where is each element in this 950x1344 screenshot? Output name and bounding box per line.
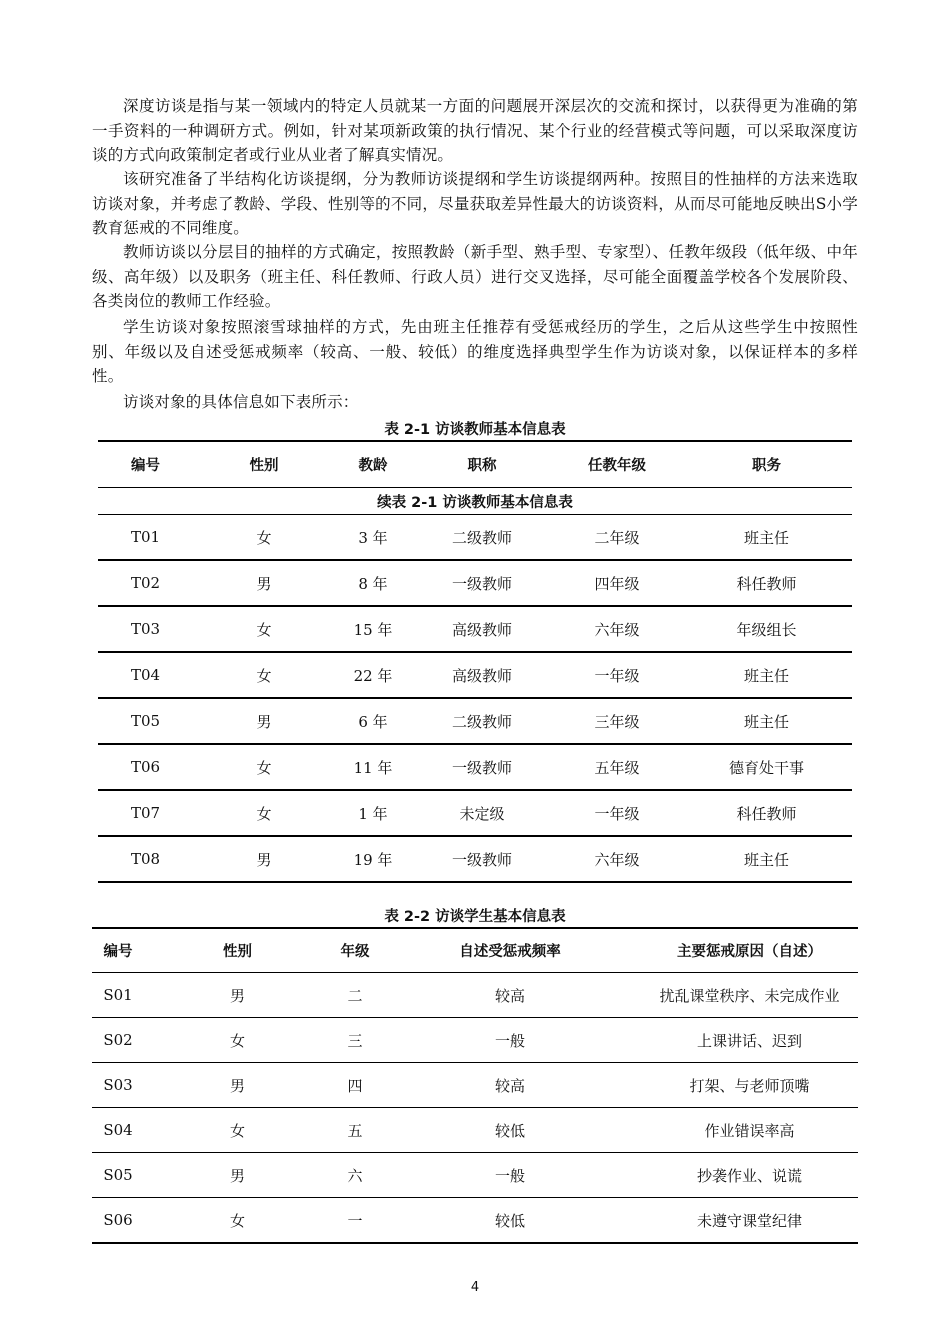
table2-header-cell: 编号 bbox=[92, 928, 144, 973]
table-cell: 较高 bbox=[379, 1063, 641, 1108]
table-cell: 二级教师 bbox=[411, 515, 553, 561]
table-cell: 男 bbox=[144, 1063, 331, 1108]
page-number: 4 bbox=[470, 1280, 480, 1295]
table-cell: 女 bbox=[193, 790, 335, 836]
table-cell: 男 bbox=[144, 973, 331, 1018]
table-cell: 一般 bbox=[379, 1153, 641, 1198]
table-cell: 班主任 bbox=[681, 836, 852, 882]
table-cell: S05 bbox=[92, 1153, 144, 1198]
table-cell: 女 bbox=[193, 515, 335, 561]
table-cell: 五 bbox=[331, 1108, 379, 1153]
table-row bbox=[92, 1018, 858, 1063]
table-cell: 6 年 bbox=[335, 698, 411, 744]
table-row bbox=[98, 790, 852, 836]
table-cell: 11 年 bbox=[335, 744, 411, 790]
table-cell: 女 bbox=[144, 1018, 331, 1063]
table-cell: 女 bbox=[193, 744, 335, 790]
table-cell: T05 bbox=[98, 698, 193, 744]
table-cell: 一 bbox=[331, 1198, 379, 1244]
table-row bbox=[98, 744, 852, 790]
table-cell: 四年级 bbox=[553, 560, 681, 606]
table2-header-cell: 性别 bbox=[144, 928, 331, 973]
table-cell: S02 bbox=[92, 1018, 144, 1063]
table2-header-cell: 主要惩戒原因（自述） bbox=[641, 928, 858, 973]
table1-header-cell: 职务 bbox=[752, 458, 781, 474]
table-cell: 8 年 bbox=[335, 560, 411, 606]
table-cell: 三年级 bbox=[553, 698, 681, 744]
table-cell: 扰乱课堂秩序、未完成作业 bbox=[641, 973, 858, 1018]
paragraph-1: 深度访谈是指与某一领域内的特定人员就某一方面的问题展开深层次的交流和探讨，以获得更为准确的第一手资料的一种调研方式。例如，针对某项新政策的执行情况、某个行业的经营模式等问题，可以采取深度访谈的方式向政策制定者或行业从业者了解真实情况。 bbox=[92, 97, 858, 164]
table-cell: 一级教师 bbox=[411, 560, 553, 606]
table-cell: 班主任 bbox=[681, 698, 852, 744]
table1-header-row bbox=[98, 441, 852, 488]
table-row bbox=[98, 652, 852, 698]
table-cell: 高级教师 bbox=[411, 652, 553, 698]
table-cell: 六 bbox=[331, 1153, 379, 1198]
table-cell: T08 bbox=[98, 836, 193, 882]
table-cell: 六年级 bbox=[553, 836, 681, 882]
table-cell: S04 bbox=[92, 1108, 144, 1153]
table-cell: 抄袭作业、说谎 bbox=[641, 1153, 858, 1198]
table-cell: 班主任 bbox=[681, 652, 852, 698]
table-row bbox=[92, 1063, 858, 1108]
student-info-table bbox=[92, 927, 858, 1244]
table-cell: 女 bbox=[193, 652, 335, 698]
table-cell: 一年级 bbox=[553, 790, 681, 836]
table1-continued-caption: 续表 2-1 访谈教师基本信息表 bbox=[98, 488, 852, 515]
table-cell: S01 bbox=[92, 973, 144, 1018]
table-cell: S03 bbox=[92, 1063, 144, 1108]
table-cell: 男 bbox=[144, 1153, 331, 1198]
table-cell: 六年级 bbox=[553, 606, 681, 652]
table-cell: 一年级 bbox=[553, 652, 681, 698]
table-cell: T02 bbox=[98, 560, 193, 606]
table-row bbox=[98, 560, 852, 606]
table-cell: 高级教师 bbox=[411, 606, 553, 652]
paragraph-4: 学生访谈对象按照滚雪球抽样的方式，先由班主任推荐有受惩戒经历的学生，之后从这些学生中按照性别、年级以及自述受惩戒频率（较高、一般、较低）的维度选择典型学生作为访谈对象，以保证样本的多样性。 bbox=[92, 318, 858, 385]
table-cell: 19 年 bbox=[335, 836, 411, 882]
table-cell: 五年级 bbox=[553, 744, 681, 790]
table-row bbox=[98, 836, 852, 882]
table-cell: 二 bbox=[331, 973, 379, 1018]
table-cell: 男 bbox=[193, 698, 335, 744]
table-cell: T06 bbox=[98, 744, 193, 790]
table1-continued-caption-row bbox=[98, 488, 852, 515]
table-cell: 较高 bbox=[379, 973, 641, 1018]
table-cell: T07 bbox=[98, 790, 193, 836]
table-cell: 1 年 bbox=[335, 790, 411, 836]
table-cell: 女 bbox=[144, 1198, 331, 1244]
teacher-info-table bbox=[98, 440, 852, 883]
table-cell: 一级教师 bbox=[411, 744, 553, 790]
table2-caption: 表 2-2 访谈学生基本信息表 bbox=[384, 909, 566, 925]
table-cell: 打架、与老师顶嘴 bbox=[641, 1063, 858, 1108]
table-cell: 四 bbox=[331, 1063, 379, 1108]
table-row bbox=[98, 698, 852, 744]
table2-header-cell: 年级 bbox=[331, 928, 379, 973]
table-cell: 上课讲话、迟到 bbox=[641, 1018, 858, 1063]
table1-header-cell: 编号 bbox=[131, 458, 160, 474]
table-cell: 一般 bbox=[379, 1018, 641, 1063]
table-cell: 科任教师 bbox=[681, 790, 852, 836]
table2-header-row bbox=[92, 928, 858, 973]
table-cell: 德育处干事 bbox=[681, 744, 852, 790]
table-cell: T01 bbox=[98, 515, 193, 561]
paragraph-5: 访谈对象的具体信息如下表所示： bbox=[123, 393, 359, 411]
table-cell: 二级教师 bbox=[411, 698, 553, 744]
table-cell: 三 bbox=[331, 1018, 379, 1063]
table-cell: 一级教师 bbox=[411, 836, 553, 882]
table1-header-cell: 职称 bbox=[467, 458, 497, 474]
table-cell: 3 年 bbox=[335, 515, 411, 561]
table-row bbox=[92, 1108, 858, 1153]
table-row bbox=[98, 606, 852, 652]
table-row bbox=[98, 515, 852, 561]
paragraph-3: 教师访谈以分层目的抽样的方式确定，按照教龄（新手型、熟手型、专家型）、任教年级段（低年级、中年级、高年级）以及职务（班主任、科任教师、行政人员）进行交叉选择，尽可能全面覆盖学校各个发展阶段、各类岗位的教师工作经验。 bbox=[92, 243, 858, 310]
table-cell: 班主任 bbox=[681, 515, 852, 561]
table-cell: 15 年 bbox=[335, 606, 411, 652]
table-cell: 二年级 bbox=[553, 515, 681, 561]
table-cell: T03 bbox=[98, 606, 193, 652]
table-cell: 未定级 bbox=[411, 790, 553, 836]
table-cell: T04 bbox=[98, 652, 193, 698]
table-row bbox=[92, 973, 858, 1018]
table-row bbox=[92, 1198, 858, 1244]
table-cell: 较低 bbox=[379, 1108, 641, 1153]
table-cell: 男 bbox=[193, 836, 335, 882]
table-cell: 22 年 bbox=[335, 652, 411, 698]
table1-header-cell: 性别 bbox=[249, 458, 279, 474]
table1-caption: 表 2-1 访谈教师基本信息表 bbox=[384, 422, 566, 438]
table-cell: 男 bbox=[193, 560, 335, 606]
table-cell: 年级组长 bbox=[681, 606, 852, 652]
table2-header-cell: 自述受惩戒频率 bbox=[379, 928, 641, 973]
table1-header-cell: 任教年级 bbox=[588, 458, 646, 474]
table-row bbox=[92, 1153, 858, 1198]
table-cell: S06 bbox=[92, 1198, 144, 1244]
table-cell: 较低 bbox=[379, 1198, 641, 1244]
table-cell: 未遵守课堂纪律 bbox=[641, 1198, 858, 1244]
table-cell: 作业错误率高 bbox=[641, 1108, 858, 1153]
table1-header-cell: 教龄 bbox=[358, 458, 388, 474]
table-cell: 科任教师 bbox=[681, 560, 852, 606]
table-cell: 女 bbox=[193, 606, 335, 652]
paragraph-2: 该研究准备了半结构化访谈提纲，分为教师访谈提纲和学生访谈提纲两种。按照目的性抽样的方法来选取访谈对象，并考虑了教龄、学段、性别等的不同，尽量获取差异性最大的访谈资料，从而尽可能地反映出S小学教育惩戒的不同维度。 bbox=[92, 170, 858, 237]
table-cell: 女 bbox=[144, 1108, 331, 1153]
